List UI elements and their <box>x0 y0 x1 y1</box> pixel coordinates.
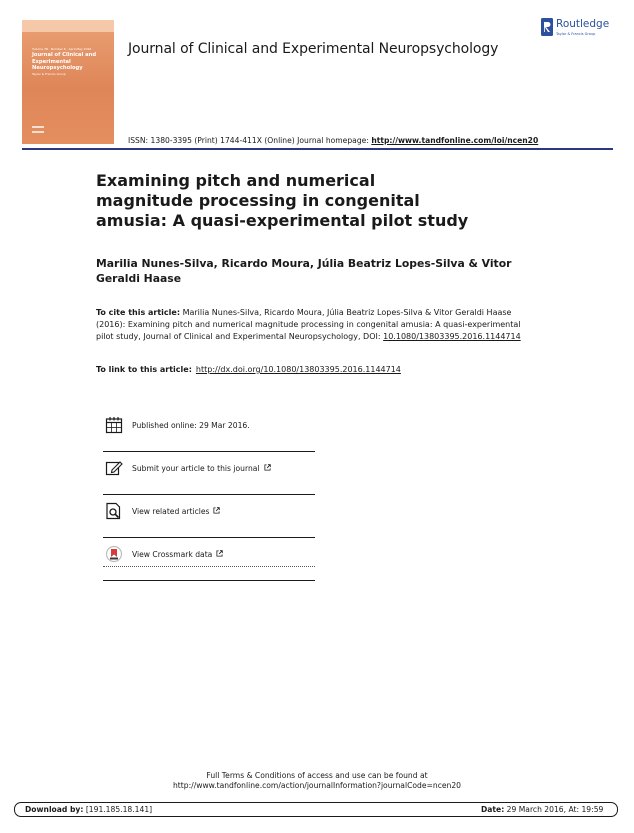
terms-line-1: Full Terms & Conditions of access and use can be found at <box>206 771 428 780</box>
crossmark-row[interactable] <box>103 541 315 577</box>
download-by <box>25 803 152 816</box>
download-label: Download by: <box>25 805 84 814</box>
terms-link[interactable]: http://www.tandfonline.com/action/journalInformation?journalCode=ncen20 <box>172 781 462 790</box>
download-ip: [191.185.18.141] <box>85 805 153 814</box>
related-articles-link[interactable] <box>132 507 220 516</box>
crossmark-icon <box>105 545 123 563</box>
article-authors: Marilia Nunes-Silva, Ricardo Moura, Júlia Beatriz Lopes-Silva & Vitor Geraldi Haase <box>96 257 512 285</box>
external-link-icon <box>213 507 220 514</box>
download-date <box>481 803 603 816</box>
submit-article-link[interactable] <box>132 464 271 473</box>
external-link-icon <box>216 550 223 557</box>
article-link-line <box>96 365 401 374</box>
routledge-r-icon <box>541 18 553 36</box>
cite-label: To cite this article: <box>96 308 181 317</box>
crossmark-label: View Crossmark data <box>132 550 213 559</box>
publisher-name: Routledge <box>556 18 610 30</box>
date-value: 29 March 2016, At: 19:59 <box>506 805 604 814</box>
cover-top-band <box>22 20 114 32</box>
issn-text: ISSN: 1380-3395 (Print) 1744-411X (Online) Journal homepage: <box>128 136 369 145</box>
row-dotted-divider <box>103 566 315 568</box>
edit-icon <box>105 459 123 477</box>
routledge-logo <box>541 18 621 40</box>
date-label: Date: <box>481 805 505 814</box>
publisher-tagline: Taylor & Francis Group <box>556 32 596 36</box>
row-divider <box>103 451 315 452</box>
link-label: To link to this article: <box>96 365 192 374</box>
related-articles-icon <box>105 502 123 520</box>
calendar-icon <box>105 416 123 434</box>
cite-doi-link[interactable]: 10.1080/13803395.2016.1144714 <box>383 332 521 341</box>
download-info-bar <box>14 802 618 817</box>
issn-line <box>128 136 538 145</box>
crossmark-link[interactable] <box>132 550 223 559</box>
row-divider <box>103 580 315 581</box>
cover-subtitle: Taylor & Francis Group <box>32 72 66 76</box>
article-title: Examining pitch and numerical magnitude processing in congenital amusia: A quasi-experimental pilot study <box>96 171 469 230</box>
article-doi-link[interactable]: http://dx.doi.org/10.1080/13803395.2016.1144714 <box>195 365 401 374</box>
cover-volume-line: Volume 38 · Number 6 · April-May 2016 <box>32 47 92 51</box>
submit-article-label: Submit your article to this journal <box>132 464 260 473</box>
cover-stripe <box>32 131 44 133</box>
row-divider <box>103 537 315 538</box>
cover-title: Journal of Clinical and Experimental Neuropsychology <box>32 52 97 72</box>
terms-note <box>0 771 634 791</box>
journal-title: Journal of Clinical and Experimental Neuropsychology <box>128 41 499 57</box>
submit-article-row[interactable] <box>103 455 315 491</box>
header-divider <box>22 148 613 150</box>
published-online-row <box>103 412 315 448</box>
journal-homepage-link[interactable]: http://www.tandfonline.com/loi/ncen20 <box>371 136 539 145</box>
external-link-icon <box>264 464 271 471</box>
cite-text: Marilia Nunes-Silva, Ricardo Moura, Júlia Beatriz Lopes-Silva & Vitor Geraldi Haase (2016): Examining pitch and numerical magnitude processing in congenital amusia: A quasi-experimental pilot study, Journal of Clinical and Experimental Neuropsychology, DOI: <box>96 308 521 341</box>
related-articles-row[interactable] <box>103 498 315 534</box>
published-online-text: Published online: 29 Mar 2016. <box>132 421 250 430</box>
row-divider <box>103 494 315 495</box>
journal-cover-image <box>22 20 114 144</box>
cover-stripe <box>32 126 44 128</box>
citation-block <box>96 307 536 343</box>
related-articles-label: View related articles <box>132 507 210 516</box>
